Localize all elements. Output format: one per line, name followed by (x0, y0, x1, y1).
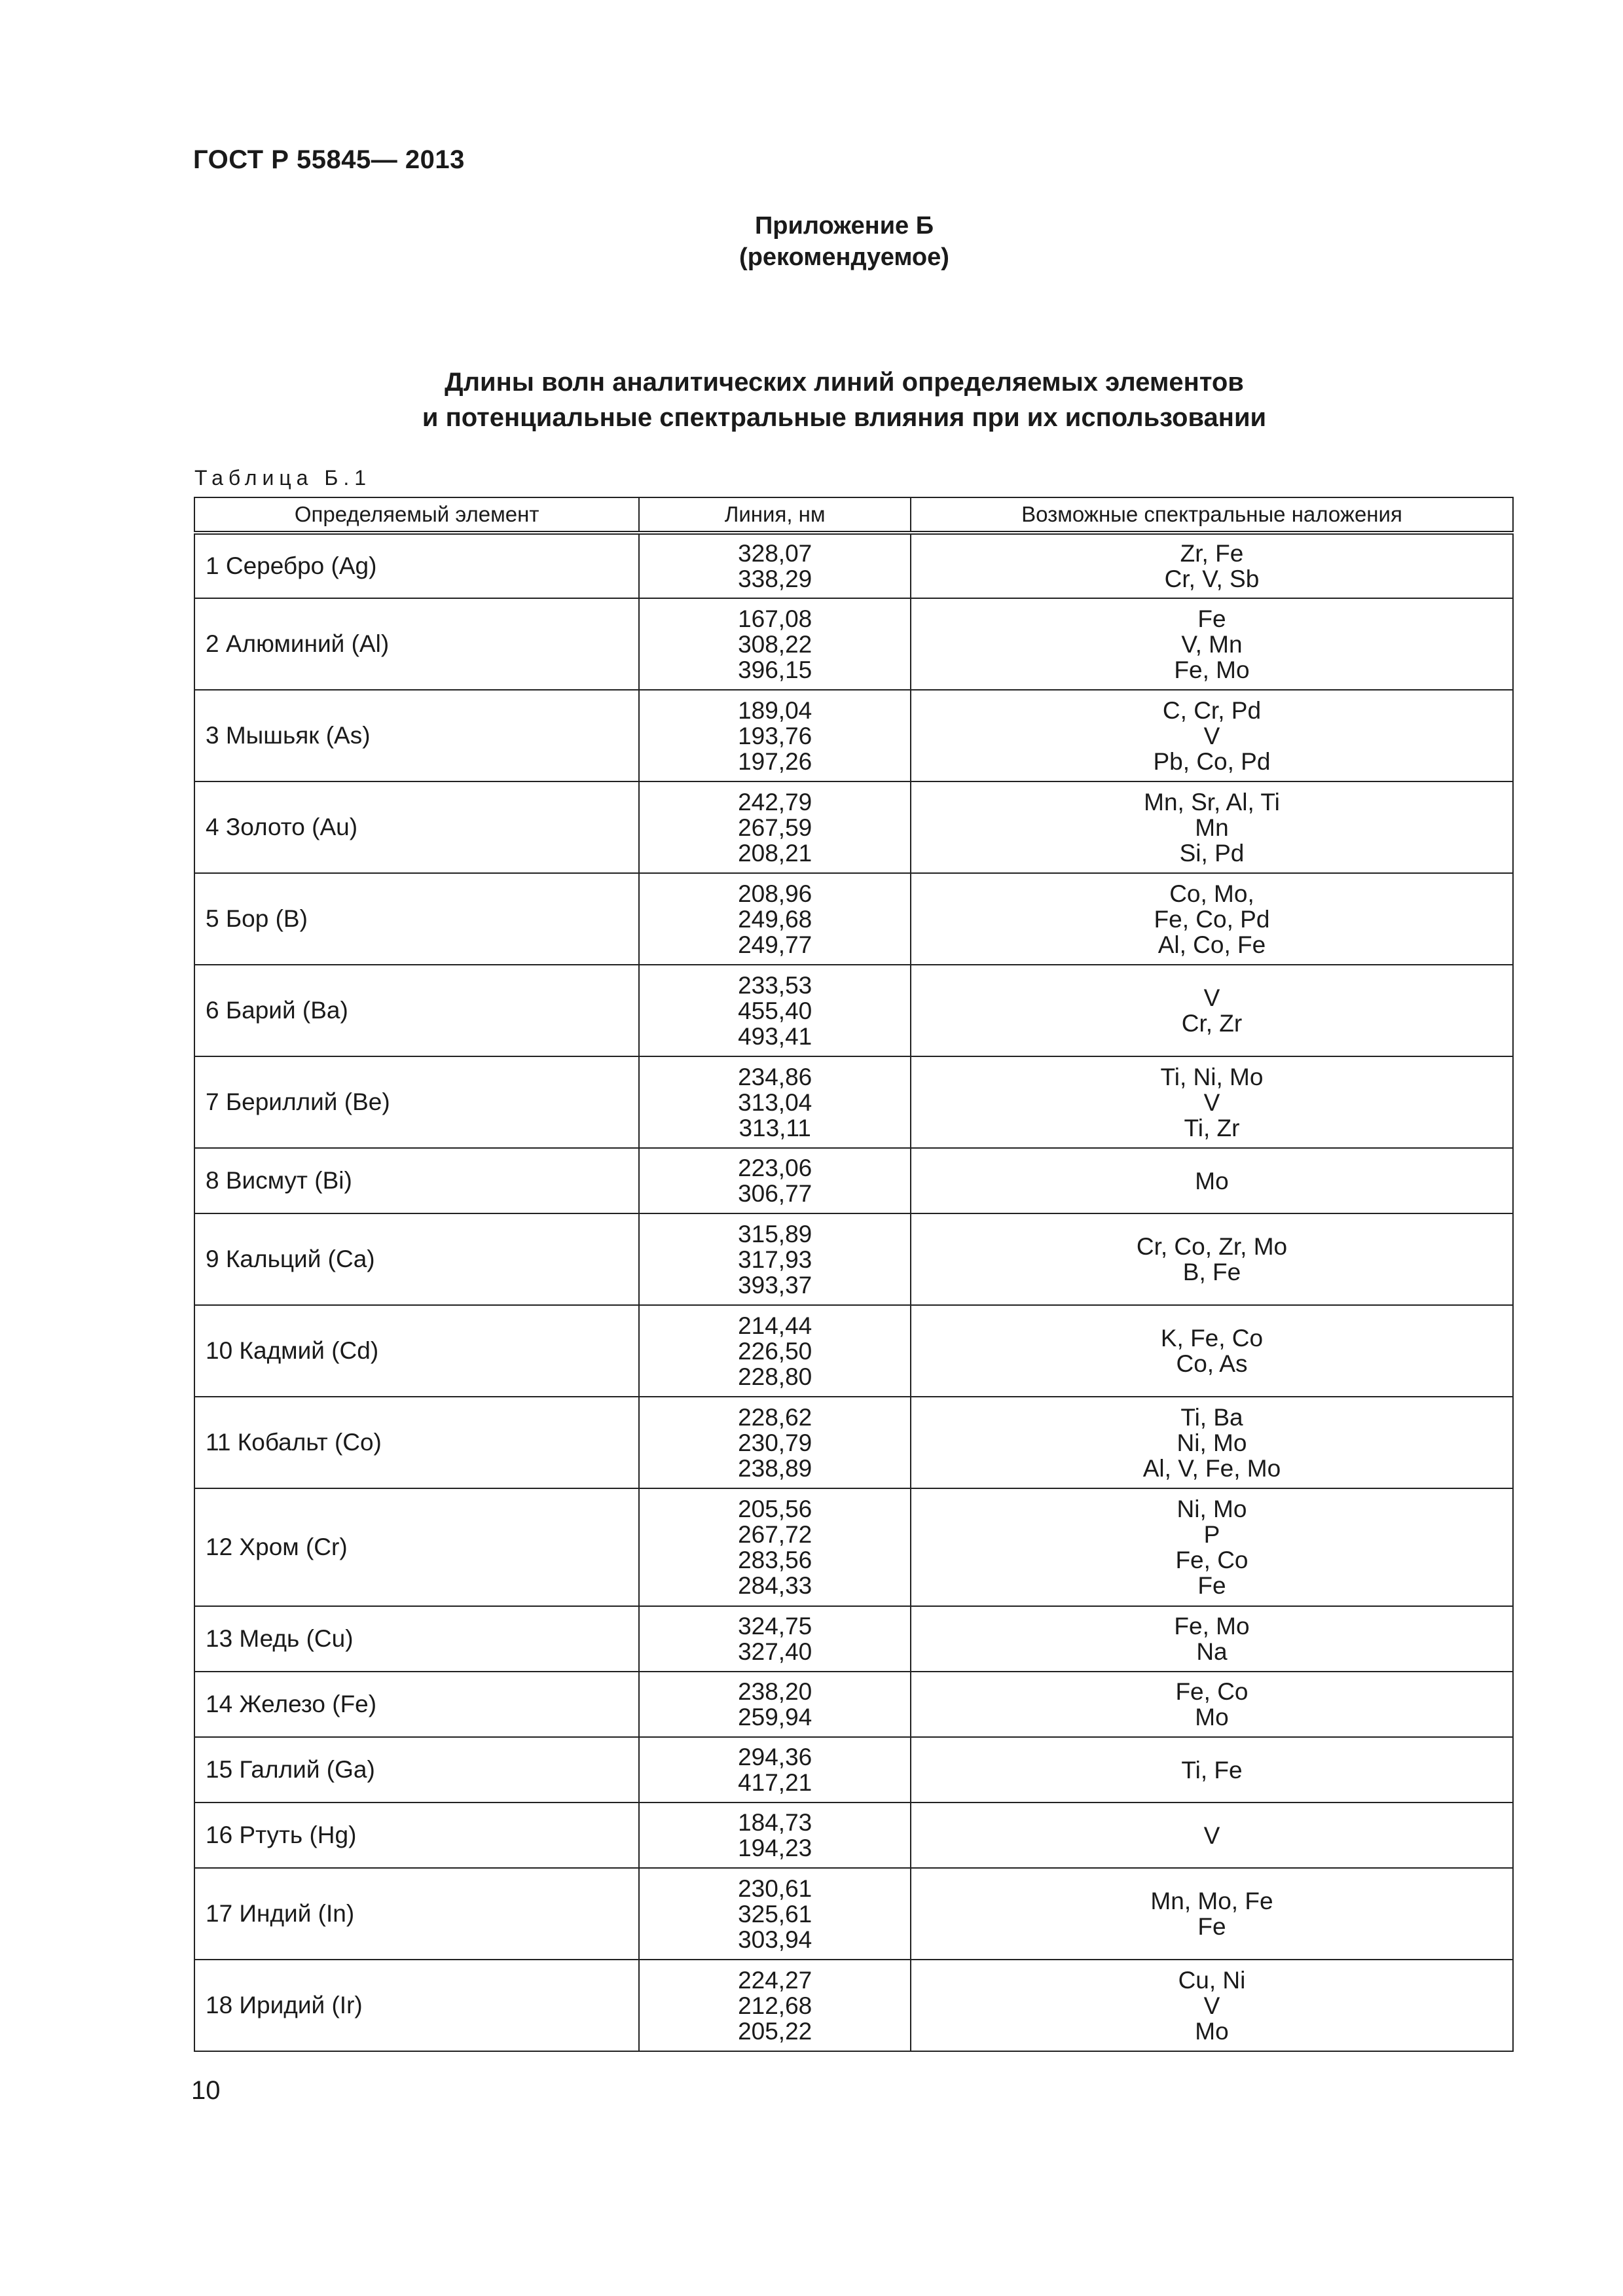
line-value: 194,23 (738, 1835, 812, 1861)
line-value: 328,07 (738, 540, 812, 567)
line-cell (639, 1803, 911, 1868)
table-row (194, 1960, 1513, 2051)
line-value: 325,61 (738, 1900, 812, 1928)
line-value: 214,44 (738, 1312, 812, 1339)
line-cell (639, 1672, 911, 1737)
line-value: 267,59 (738, 814, 812, 841)
overlap-value: Fe (1197, 605, 1226, 632)
line-cell (639, 1056, 911, 1148)
overlap-value: Fe, Co (1175, 1547, 1249, 1573)
line-value: 338,29 (738, 565, 812, 592)
table-row (194, 1803, 1513, 1868)
element-cell: 10 Кадмий (Cd) (194, 1305, 639, 1397)
line-value: 238,89 (738, 1454, 812, 1482)
overlap-value: Cu, Ni (1178, 1966, 1246, 1994)
overlap-value: V (1203, 722, 1220, 749)
element-cell: 12 Хром (Cr) (194, 1488, 639, 1606)
line-value: 228,80 (738, 1363, 812, 1390)
overlap-value: V (1203, 1821, 1220, 1849)
line-value: 324,75 (738, 1613, 812, 1640)
overlaps-cell (911, 1672, 1513, 1737)
overlaps-cell (911, 598, 1513, 690)
overlap-value: Mn (1195, 814, 1229, 841)
table-row (194, 533, 1513, 598)
table-row (194, 598, 1513, 690)
overlaps-cell (911, 781, 1513, 873)
line-cell (639, 1397, 911, 1488)
line-cell (639, 965, 911, 1056)
line-value: 205,56 (738, 1496, 812, 1522)
line-cell (639, 873, 911, 965)
overlaps-cell (911, 1397, 1513, 1488)
line-value: 223,06 (738, 1155, 812, 1181)
element-cell: 13 Медь (Cu) (194, 1606, 639, 1672)
line-value: 313,11 (739, 1114, 811, 1141)
table-row (194, 1672, 1513, 1737)
line-value: 184,73 (738, 1809, 812, 1836)
overlaps-cell (911, 1960, 1513, 2051)
overlap-value: Fe, Co (1175, 1678, 1249, 1705)
overlap-value: K, Fe, Co (1160, 1325, 1264, 1352)
overlap-value: Cr, Co, Zr, Mo (1136, 1233, 1288, 1260)
overlap-value: Co, Mo, (1169, 880, 1254, 907)
line-value: 493,41 (738, 1022, 812, 1050)
line-value: 208,96 (738, 880, 812, 907)
overlap-value: Mo (1195, 2017, 1229, 2045)
overlaps-cell (911, 1606, 1513, 1672)
element-cell: 6 Барий (Ba) (194, 965, 639, 1056)
line-value: 294,36 (738, 1744, 812, 1770)
overlaps-cell (911, 1305, 1513, 1397)
element-cell: 5 Бор (B) (194, 873, 639, 965)
line-cell (639, 781, 911, 873)
overlap-value: Ti, Fe (1181, 1756, 1243, 1784)
line-cell (639, 1868, 911, 1960)
overlaps-cell (911, 690, 1513, 781)
line-value: 233,53 (738, 971, 812, 999)
line-value: 230,79 (738, 1429, 812, 1456)
line-value: 249,77 (738, 931, 812, 958)
element-cell: 7 Бериллий (Be) (194, 1056, 639, 1148)
element-cell: 14 Железо (Fe) (194, 1672, 639, 1737)
line-value: 308,22 (738, 630, 812, 658)
table-row (194, 873, 1513, 965)
line-value: 393,37 (738, 1271, 812, 1299)
table-label: Таблица Б.1 (194, 466, 372, 490)
overlap-value: V (1203, 1992, 1220, 2019)
table-title-line-2: и потенциальные спектральные влияния при их использовании (422, 403, 1267, 432)
line-cell (639, 1305, 911, 1397)
overlap-value: Mn, Mo, Fe (1150, 1888, 1273, 1914)
overlap-value: Cr, V, Sb (1164, 565, 1260, 592)
table-row (194, 1056, 1513, 1148)
overlaps-cell (911, 1737, 1513, 1803)
element-cell: 18 Иридий (Ir) (194, 1960, 639, 2051)
overlap-value: Si, Pd (1179, 839, 1245, 867)
overlap-value: Fe, Mo (1174, 1613, 1250, 1640)
line-value: 205,22 (738, 2017, 812, 2045)
line-value: 242,79 (738, 788, 812, 816)
line-cell (639, 1737, 911, 1803)
column-header-element: Определяемый элемент (194, 497, 639, 533)
line-cell (639, 1606, 911, 1672)
table-row (194, 1868, 1513, 1960)
overlap-value: Fe (1197, 1572, 1226, 1599)
page-number: 10 (191, 2076, 221, 2105)
element-cell: 15 Галлий (Ga) (194, 1737, 639, 1803)
overlap-value: Mn, Sr, Al, Ti (1144, 788, 1280, 816)
table-row (194, 1148, 1513, 1213)
line-value: 224,27 (738, 1966, 812, 1994)
line-value: 208,21 (738, 839, 812, 867)
overlap-value: Ti, Zr (1184, 1114, 1240, 1141)
overlap-value: B, Fe (1182, 1259, 1241, 1285)
line-value: 189,04 (738, 696, 812, 724)
element-cell: 2 Алюминий (Al) (194, 598, 639, 690)
table-row (194, 1305, 1513, 1397)
table-row (194, 1488, 1513, 1606)
element-cell: 4 Золото (Au) (194, 781, 639, 873)
overlap-value: P (1203, 1521, 1220, 1548)
overlaps-cell (911, 1488, 1513, 1606)
line-value: 267,72 (738, 1521, 812, 1548)
line-value: 193,76 (738, 722, 812, 749)
overlap-value: Ni, Mo (1176, 1429, 1247, 1456)
line-value: 249,68 (738, 905, 812, 933)
table-row (194, 965, 1513, 1056)
overlap-value: Cr, Zr (1181, 1010, 1243, 1037)
line-value: 315,89 (738, 1220, 812, 1247)
line-value: 306,77 (738, 1180, 812, 1207)
line-cell (639, 598, 911, 690)
element-cell: 3 Мышьяк (As) (194, 690, 639, 781)
line-value: 283,56 (738, 1547, 812, 1573)
element-cell: 1 Серебро (Ag) (194, 533, 639, 598)
line-value: 313,04 (738, 1088, 812, 1116)
overlaps-cell (911, 1868, 1513, 1960)
element-cell: 8 Висмут (Bi) (194, 1148, 639, 1213)
column-header-line: Линия, нм (639, 497, 911, 533)
appendix-title: Приложение Б (754, 212, 934, 240)
line-value: 228,62 (738, 1403, 812, 1431)
table-row (194, 1213, 1513, 1305)
overlap-value: Al, V, Fe, Mo (1142, 1454, 1281, 1482)
element-cell: 11 Кобальт (Co) (194, 1397, 639, 1488)
line-value: 327,40 (738, 1638, 812, 1665)
overlap-value: Mo (1195, 1704, 1229, 1731)
element-cell: 16 Ртуть (Hg) (194, 1803, 639, 1868)
overlap-value: Ti, Ni, Mo (1160, 1063, 1264, 1090)
column-header-overlaps: Возможные спектральные наложения (911, 497, 1513, 533)
overlap-value: Mo (1195, 1167, 1229, 1194)
line-value: 303,94 (738, 1926, 812, 1953)
overlap-value: Co, As (1176, 1350, 1248, 1377)
overlap-value: V (1203, 1088, 1220, 1116)
overlap-value: Na (1196, 1638, 1228, 1665)
table-row (194, 1737, 1513, 1803)
overlaps-cell (911, 873, 1513, 965)
overlap-value: Fe, Mo (1174, 656, 1250, 683)
overlaps-cell (911, 1056, 1513, 1148)
line-value: 197,26 (738, 747, 812, 775)
line-value: 317,93 (738, 1246, 812, 1273)
line-value: 234,86 (738, 1063, 812, 1090)
overlap-value: Zr, Fe (1180, 540, 1244, 567)
line-value: 212,68 (738, 1992, 812, 2019)
overlap-value: V, Mn (1181, 630, 1243, 658)
wavelength-table (194, 497, 1514, 2052)
element-cell: 9 Кальций (Ca) (194, 1213, 639, 1305)
element-cell: 17 Индий (In) (194, 1868, 639, 1960)
overlap-value: Al, Co, Fe (1158, 931, 1266, 958)
overlaps-cell (911, 533, 1513, 598)
line-value: 396,15 (738, 656, 812, 683)
line-value: 226,50 (738, 1337, 812, 1365)
table-row (194, 690, 1513, 781)
overlaps-cell (911, 965, 1513, 1056)
table-row (194, 781, 1513, 873)
overlap-value: V (1203, 984, 1220, 1011)
overlap-value: Ni, Mo (1176, 1496, 1247, 1522)
line-cell (639, 1148, 911, 1213)
line-cell (639, 1488, 911, 1606)
overlap-value: C, Cr, Pd (1162, 696, 1262, 724)
table-body (194, 533, 1513, 2051)
line-cell (639, 1213, 911, 1305)
table-header-row (194, 497, 1513, 533)
line-value: 417,21 (738, 1769, 812, 1796)
line-value: 230,61 (738, 1874, 812, 1902)
overlap-value: Fe (1197, 1913, 1226, 1940)
table-row (194, 1606, 1513, 1672)
line-cell (639, 690, 911, 781)
overlaps-cell (911, 1213, 1513, 1305)
table-title-line-1: Длины волн аналитических линий определяемых элементов (445, 368, 1244, 397)
overlap-value: Fe, Co, Pd (1154, 905, 1270, 933)
line-value: 167,08 (738, 605, 812, 632)
line-value: 284,33 (738, 1572, 812, 1599)
line-value: 238,20 (738, 1678, 812, 1705)
overlap-value: Ti, Ba (1180, 1403, 1243, 1431)
appendix-status: (рекомендуемое) (739, 243, 949, 271)
document-header: ГОСТ Р 55845— 2013 (193, 145, 465, 174)
line-value: 455,40 (738, 997, 812, 1024)
line-value: 259,94 (738, 1704, 812, 1731)
line-cell (639, 1960, 911, 2051)
overlaps-cell (911, 1148, 1513, 1213)
table-row (194, 1397, 1513, 1488)
line-cell (639, 533, 911, 598)
overlap-value: Pb, Co, Pd (1153, 747, 1271, 775)
overlaps-cell (911, 1803, 1513, 1868)
